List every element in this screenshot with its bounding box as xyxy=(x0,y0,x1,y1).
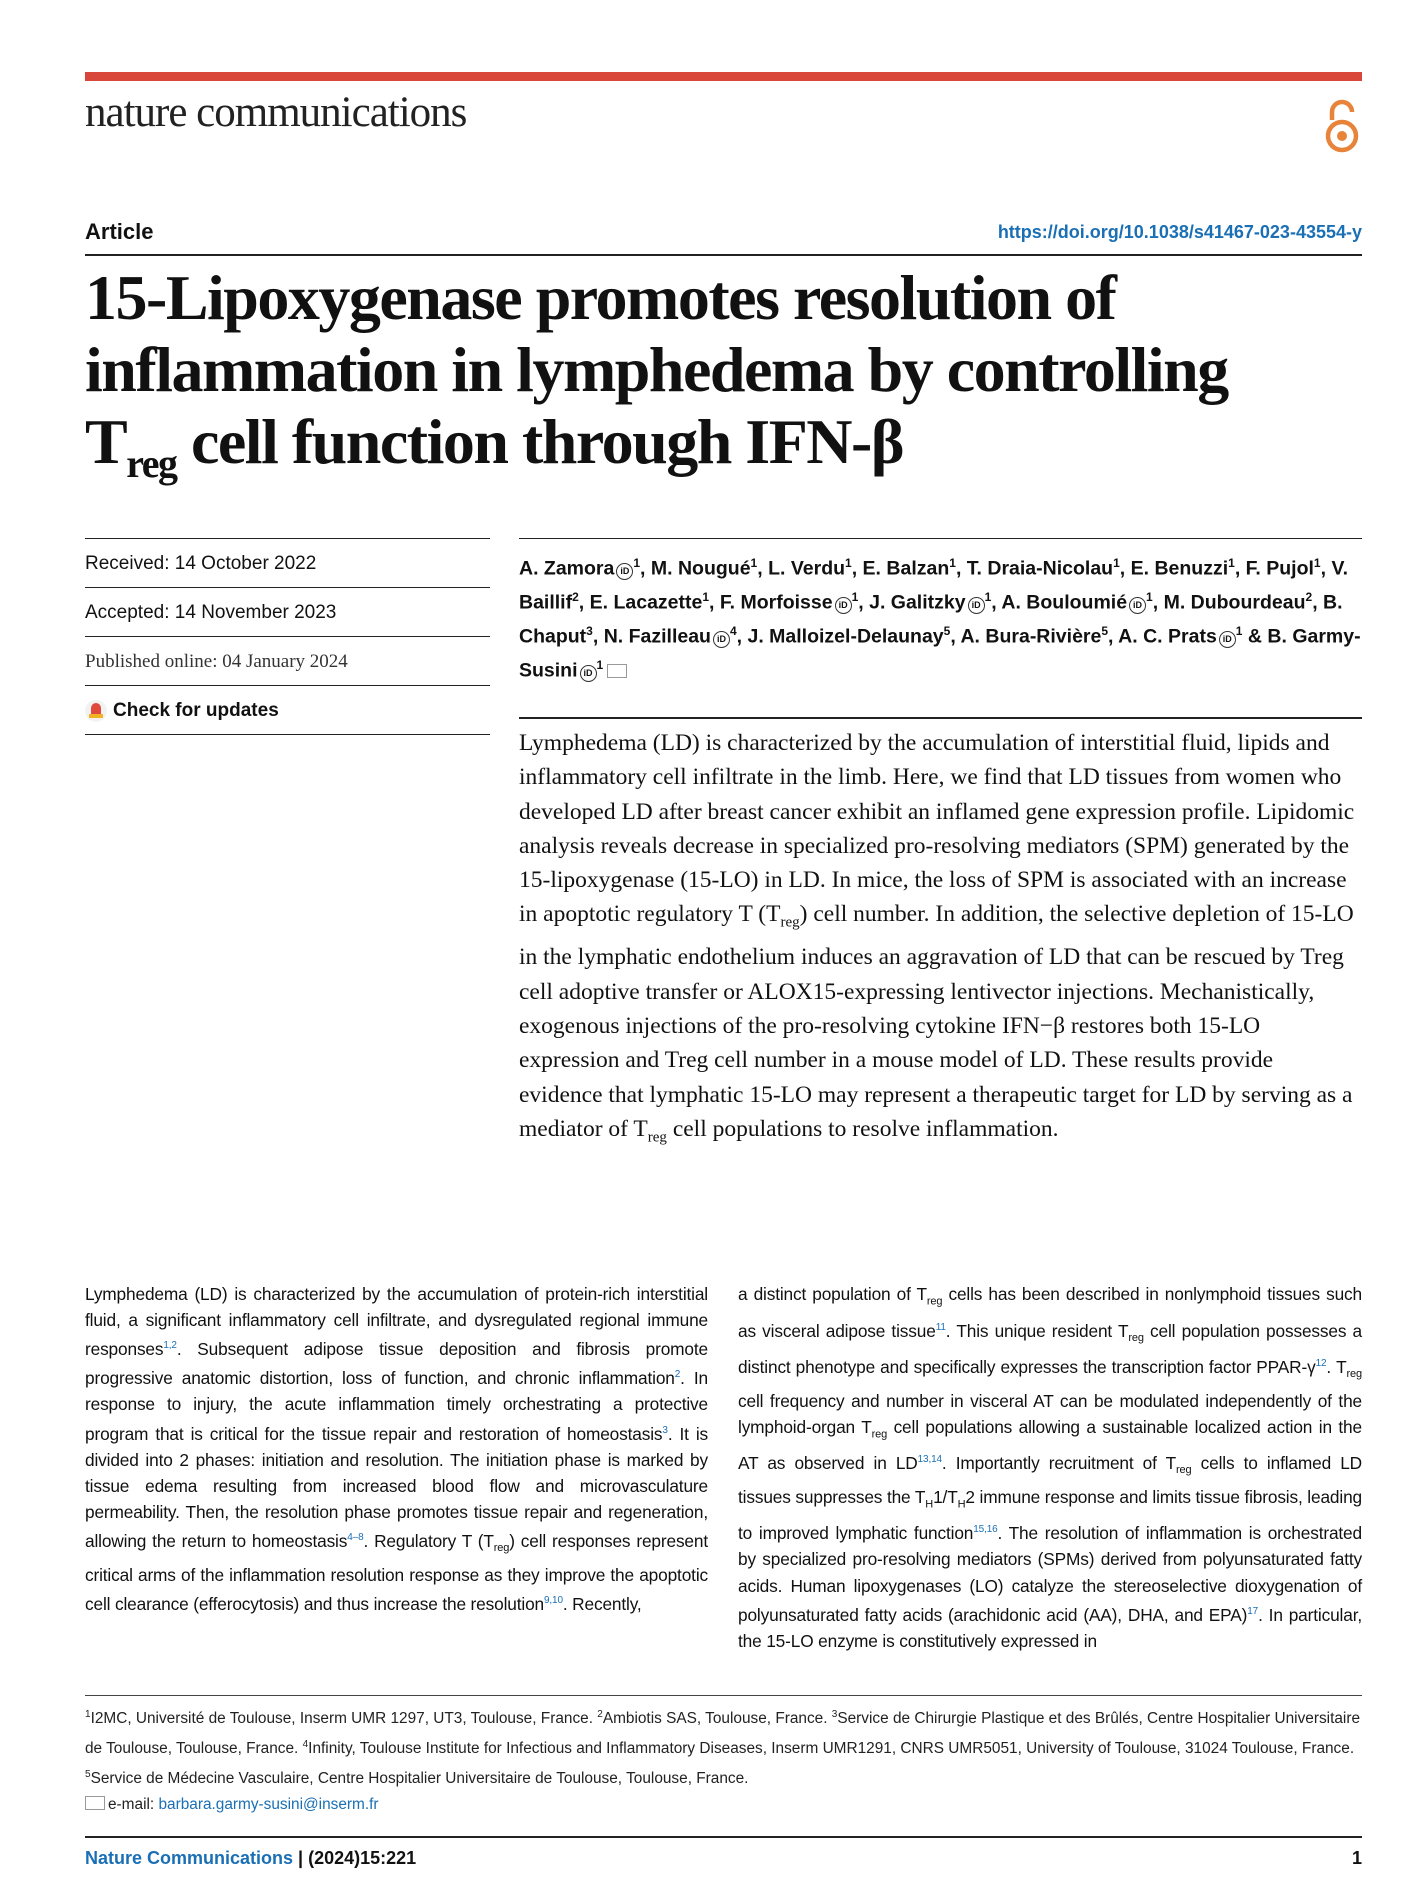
article-type: Article xyxy=(85,219,154,244)
footer-journal-link[interactable]: Nature Communications xyxy=(85,1848,294,1868)
author-name[interactable]: E. Benuzzi xyxy=(1130,557,1229,580)
author-separator: , xyxy=(858,591,870,614)
author-affiliation: 1 xyxy=(1146,590,1153,604)
author-name[interactable]: L. Verdu xyxy=(768,557,846,580)
author-separator: , xyxy=(592,625,604,648)
author-name[interactable]: J. Galitzky xyxy=(869,591,966,614)
citation-link[interactable]: 2 xyxy=(674,1369,681,1381)
author-separator: , xyxy=(950,625,961,648)
title-line-1: 15-Lipoxygenase promotes resolution of xyxy=(85,262,1116,333)
author-name[interactable]: E. Balzan xyxy=(862,557,950,580)
author-affiliation: 1 xyxy=(1228,556,1235,570)
author-name[interactable]: B. Garmy-Susini xyxy=(519,625,1361,682)
author-separator: & xyxy=(1242,625,1268,648)
author-separator: , xyxy=(578,591,590,614)
footer-citation: Nature Communications | (2024)15:221 xyxy=(85,1848,417,1868)
email-link[interactable]: barbara.garmy-susini@inserm.fr xyxy=(158,1796,379,1814)
author-name[interactable]: F. Morfoisse xyxy=(719,591,833,614)
body-column-left: Lymphedema (LD) is characterized by the accumulation of protein-rich interstitial fluid, a significant inflammatory cell infiltrate, and dysregulated regional immune responses$^{1,2}$. Subsequent adipose tissue deposition and fibrosis promote progressive anatomic distortion, loss of function, and chronic inflammation$^2$. In response to injury, the acute inflammation timely orchestrating a protective program that is critical for the tissue repair and restoration of homeostasis$^3$. It is divided into 2 phases: initiation and resolution. The initiation phase is marked by tissue edema resulting from increased blood flow and microvasculature permeability. Then, the resolution phase promotes tissue repair and regeneration, allowing the return to homeostasis$^{4-8}$. Regulatory T $(T_{reg})$ cell responses represent critical arms of the inflammation resolution response as they improve the apoptotic cell clearance (efferocytosis) and thus increase the resolution$^{9,10}$. Recently, xyxy=(85,1284,709,1614)
footer-divider xyxy=(85,1836,1362,1838)
author-affiliation: 1 xyxy=(1313,556,1321,570)
orcid-icon[interactable]: iD xyxy=(835,597,852,614)
author-separator: , xyxy=(1312,591,1324,614)
author-affiliation: 1 xyxy=(702,590,710,604)
author-name[interactable]: M. Nougué xyxy=(650,557,751,580)
author-name[interactable]: F. Pujol xyxy=(1245,557,1314,580)
orcid-icon[interactable]: iD xyxy=(713,631,730,648)
author-affiliation: 5 xyxy=(943,624,951,638)
author-name[interactable]: M. Dubourdeau xyxy=(1163,591,1306,614)
author-name[interactable]: B. Chaput xyxy=(519,591,1343,648)
article-dates xyxy=(85,538,490,735)
orcid-icon[interactable]: iD xyxy=(1219,631,1236,648)
author-separator: , xyxy=(1108,625,1119,648)
author-name[interactable]: A. Bura-Rivière xyxy=(960,625,1102,648)
abstract: Lymphedema (LD) is characterized by the accumulation of interstitial fluid, lipids and inflammatory cell infiltrate in the limb. Here, we find that LD tissues from women who developed LD after breast cancer exhibit an inflamed gene expression profile. Lipidomic analysis reveals decrease in specialized pro-resolving mediators (SPM) generated by the 15-lipoxygenase (15-LO) in LD. In mice, the loss of SPM is associated with an increase in apoptotic regulatory T $(T_{reg})$ cell number. In addition, the selective depletion of 15-LO in the lymphatic endothelium induces an aggravation of LD that can be rescued by Treg cell adoptive transfer or ALOX15-expressing lentivector injections. Mechanistically, exogenous injections of the pro-resolving cytokine IFN−β restores both 15-LO expression and Treg cell number in a mouse model of LD. These results provide evidence that lymphatic 15-LO may represent a therapeutic target for LD by serving as a mediator of $T_{reg}$ cell populations to resolve inflammation. xyxy=(519,730,1355,1146)
orcid-icon[interactable]: iD xyxy=(968,597,985,614)
author-separator: , xyxy=(736,625,748,648)
author-name[interactable]: V. Baillif xyxy=(519,557,1349,614)
open-access-icon xyxy=(1322,98,1362,154)
author-affiliation: 1 xyxy=(984,590,992,604)
author-separator: , xyxy=(1234,557,1246,580)
author-affiliation: 1 xyxy=(596,658,604,672)
author-separator: , xyxy=(851,557,863,580)
email-icon[interactable] xyxy=(607,664,627,678)
author-affiliation: 2 xyxy=(572,590,579,604)
email-icon xyxy=(85,1796,105,1810)
affiliations: $^1$I2MC, Université de Toulouse, Inserm UMR 1297, UT3, Toulouse, France. $^2$Ambiotis SAS, Toulouse, France. $^3$Service de Chirurgie Plastique et des Brûlés, Centre Hospitalier Universitaire de Toulouse, Toulouse, France. $^4$Infinity, Toulouse Institute for Infectious and Inflammatory Diseases, Inserm UMR1291, CNRS UMR5051, University of Toulouse, 31024 Toulouse, France. $^5$Service de Médecine Vasculaire, Centre Hospitalier Universitaire de Toulouse, Toulouse, France. e-mail: barbara.garmy-susini@inserm.fr xyxy=(85,1709,1361,1814)
author-separator: , xyxy=(640,557,651,580)
author-name[interactable]: E. Lacazette xyxy=(589,591,703,614)
abstract-divider xyxy=(519,717,1362,719)
check-for-updates-button[interactable] xyxy=(85,685,490,735)
citation-link[interactable]: 11 xyxy=(935,1321,946,1333)
author-separator: , xyxy=(1119,557,1131,580)
orcid-icon[interactable]: iD xyxy=(1129,597,1146,614)
orcid-icon[interactable]: iD xyxy=(580,665,597,682)
journal-name: nature communications xyxy=(85,89,467,136)
citation-link[interactable]: 15,16 xyxy=(973,1524,998,1536)
author-affiliation: 1 xyxy=(1235,624,1243,638)
author-affiliation: 1 xyxy=(633,556,641,570)
author-name[interactable]: A. C. Prats xyxy=(1118,625,1217,648)
citation-link[interactable]: 9,10 xyxy=(544,1594,563,1606)
author-affiliation: 2 xyxy=(1305,590,1313,604)
author-separator: , xyxy=(757,557,769,580)
author-separator: , xyxy=(1320,557,1332,580)
crossmark-icon xyxy=(85,700,107,722)
author-separator: , xyxy=(1152,591,1164,614)
title-line-2: inflammation in lymphedema by controlling xyxy=(85,334,1228,405)
author-name[interactable]: N. Fazilleau xyxy=(603,625,711,648)
citation-link[interactable]: 4–8 xyxy=(347,1532,364,1544)
author-name[interactable]: J. Malloizel-Delaunay xyxy=(747,625,944,648)
author-name[interactable]: A. Zamora xyxy=(519,557,615,580)
author-separator: , xyxy=(991,591,1002,614)
author-affiliation: 1 xyxy=(851,590,859,604)
footnote-divider xyxy=(85,1695,1362,1696)
page-number: 1 xyxy=(1351,1848,1362,1868)
author-affiliation: 1 xyxy=(750,556,758,570)
accepted-date: Accepted: 14 November 2023 xyxy=(85,587,490,636)
author-affiliation: 3 xyxy=(586,624,593,638)
article-title xyxy=(85,262,1370,500)
author-block xyxy=(519,538,1362,685)
author-affiliation: 1 xyxy=(949,556,956,570)
citation-link[interactable]: 17 xyxy=(1247,1605,1259,1617)
citation-link[interactable]: 1,2 xyxy=(163,1340,177,1352)
author-affiliation: 1 xyxy=(1113,556,1120,570)
orcid-icon[interactable]: iD xyxy=(616,563,633,580)
author-separator: , xyxy=(709,591,720,614)
doi-link[interactable]: https://doi.org/10.1038/s41467-023-43554-y xyxy=(997,222,1362,242)
received-date: Received: 14 October 2022 xyxy=(85,538,490,587)
check-for-updates-label: Check for updates xyxy=(113,700,279,721)
citation-link[interactable]: 13,14 xyxy=(917,1454,942,1466)
author-name[interactable]: A. Bouloumié xyxy=(1001,591,1128,614)
author-name[interactable]: T. Draia-Nicolau xyxy=(966,557,1114,580)
journal-color-bar xyxy=(85,72,1362,81)
author-affiliation: 5 xyxy=(1101,624,1109,638)
published-date: Published online: 04 January 2024 xyxy=(85,636,490,685)
author-separator: , xyxy=(955,557,967,580)
citation-link[interactable]: 12 xyxy=(1315,1358,1327,1370)
author-affiliation: 1 xyxy=(845,556,852,570)
title-line-3: $T_{reg}$ cell function through IFN-β xyxy=(85,406,904,486)
citation-link[interactable]: 3 xyxy=(662,1424,668,1436)
author-affiliation: 4 xyxy=(729,624,737,638)
body-column-right: a distinct population of $T_{reg}$ cells has been described in nonlymphoid tissues such as visceral adipose tissue$^{11}$. This unique resident $T_{reg}$ cell population possesses a distinct phenotype and specifically expresses the transcription factor PPAR-$\gamma^{12}$. $T_{reg}$ cell frequency and number in visceral AT can be modulated independently of the lymphoid-organ $T_{reg}$ cell populations allowing a sustainable localized action in the AT as observed in LD$^{13,14}$. Importantly recruitment of $T_{reg}$ cells to inflamed LD tissues suppresses the $T_H1/T_H2$ immune response and limits tissue fibrosis, leading to improved lymphatic function$^{15,16}$. The resolution of inflammation is orchestrated by specialized pro-resolving mediators (SPMs) derived from polyunsaturated fatty acids. Human lipoxygenases (LO) catalyze the stereoselective dioxygenation of polyunsaturated fatty acids (arachidonic acid (AA), DHA, and EPA)$^{17}$. In particular, the 15-LO enzyme is constitutively expressed in xyxy=(738,1284,1363,1651)
header-divider xyxy=(85,254,1362,256)
author-list xyxy=(519,539,1362,685)
